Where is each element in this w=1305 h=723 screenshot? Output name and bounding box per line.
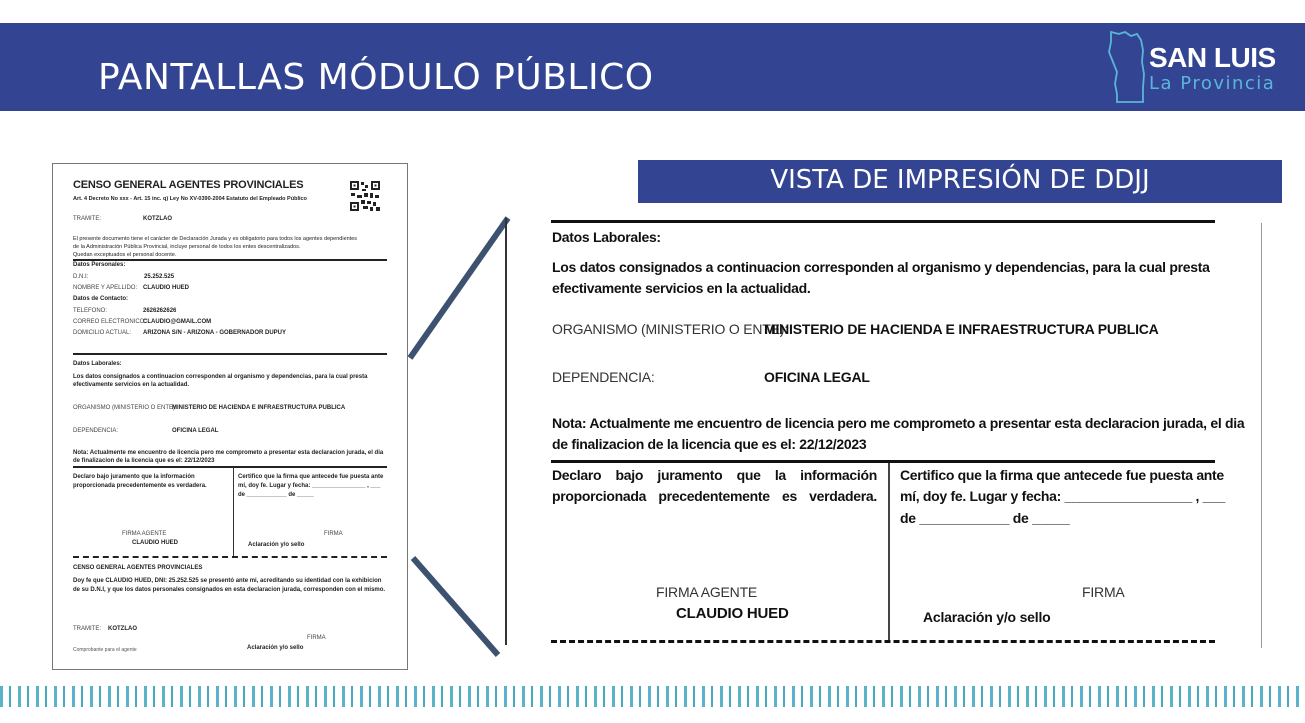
receipt-text: de su D.N.I, y que los datos personales consignados en esta declaracion jurada, corresponden con el mismo.	[73, 587, 386, 593]
certify-line: de ____________ de _____	[238, 492, 314, 498]
receipt-tramite-value: KOTZLAO	[108, 626, 137, 632]
receipt-text: Doy fe que CLAUDIO HUED, DNI: 25.252.525 se presentó ante mi, acreditando su identidad con la exhibicion	[73, 578, 382, 584]
section-band	[638, 160, 1282, 203]
labor-heading: Datos Laborales:	[73, 361, 122, 367]
phone-label: TELEFONO:	[73, 308, 108, 314]
tramite-label: TRAMITE:	[73, 216, 101, 222]
intro-line: El presente documento tiene el carácter de Declaración Jurada y es obligatorio para todos los agentes dependientes	[73, 236, 358, 242]
divider	[73, 466, 387, 468]
cut-line	[73, 556, 387, 558]
aclaracion-label: Aclaración y/o sello	[248, 542, 305, 548]
declare-line: proporcionada precedentemente es verdadera.	[552, 488, 877, 504]
certify-line: Certifico que la firma que antecede fue puesta ante	[900, 467, 1224, 483]
dep-value: OFICINA LEGAL	[764, 369, 870, 385]
dep-value: OFICINA LEGAL	[172, 428, 219, 434]
aclaracion-label: Aclaración y/o sello	[923, 609, 1051, 625]
divider	[73, 353, 387, 355]
doc-title: CENSO GENERAL AGENTES PROVINCIALES	[73, 179, 304, 191]
firma-agente-label: FIRMA AGENTE	[656, 584, 758, 600]
firma-agente-label: FIRMA AGENTE	[122, 531, 167, 537]
divider	[551, 460, 1215, 463]
org-label: ORGANISMO (MINISTERIO O ENTE):	[552, 321, 788, 337]
address-label: DOMICILIO ACTUAL:	[73, 330, 132, 336]
phone-value: 2626262626	[143, 308, 177, 314]
page-title: PANTALLAS MÓDULO PÚBLICO	[98, 57, 654, 98]
receipt-title: CENSO GENERAL AGENTES PROVINCIALES	[73, 565, 203, 571]
receipt-firma-label: FIRMA	[307, 635, 326, 641]
contact-heading: Datos de Contacto:	[73, 296, 129, 302]
personal-heading: Datos Personales:	[73, 262, 126, 268]
intro-line: de la Administración Pública Provincial, incluye personal de todos los entes descentralizados.	[73, 244, 301, 250]
labor-intro: efectivamente servicios en la actualidad.	[552, 280, 811, 296]
name-label: NOMBRE Y APELLIDO:	[73, 285, 138, 291]
labor-intro: efectivamente servicios en la actualidad.	[73, 382, 190, 388]
doc-subtitle: Art. 4 Decreto No xxx - Art. 15 inc. q) Ley No XV-0390-2004 Estatuto del Empleado Público	[73, 196, 307, 202]
document-thumbnail	[52, 163, 408, 670]
declare-line: Declaro bajo juramento que la información	[552, 467, 877, 483]
declare-line: proporcionada precedentemente es verdadera.	[73, 483, 207, 489]
print-preview-zoom	[505, 215, 1265, 655]
declare-line: Declaro bajo juramento que la información	[73, 474, 195, 480]
qr-code-icon	[350, 181, 380, 211]
dep-label: DEPENDENCIA:	[73, 428, 119, 434]
note-line: Nota: Actualmente me encuentro de licencia pero me comprometo a presentar esta declaracion jurada, el dia	[552, 415, 1245, 431]
firma-label: FIRMA	[324, 531, 343, 537]
name-value: CLAUDIO HUED	[143, 285, 189, 291]
address-value: ARIZONA S/N - ARIZONA - GOBERNADOR DUPUY	[143, 330, 286, 336]
dni-value: 25.252.525	[144, 274, 175, 280]
page-edge	[1261, 223, 1262, 648]
receipt-aclaracion: Aclaración y/o sello	[247, 645, 304, 651]
san-luis-logo	[1105, 28, 1295, 106]
certify-line: mí, doy fe. Lugar y fecha: _________________ , ___	[900, 488, 1226, 504]
footer-stripe	[0, 686, 1305, 707]
note-line: Nota: Actualmente me encuentro de licencia pero me comprometo a presentar esta declaracion jurada, el dia	[73, 450, 384, 456]
org-label: ORGANISMO (MINISTERIO O ENTE):	[73, 405, 177, 411]
certify-line: de ____________ de _____	[900, 510, 1070, 526]
labor-intro: Los datos consignados a continuacion corresponden al organismo y dependencias, para la cual presta	[552, 259, 1210, 275]
logo-sub-text: La Provincia	[1149, 73, 1276, 94]
tramite-value: KOTZLAO	[143, 216, 172, 222]
section-title: VISTA DE IMPRESIÓN DE DDJJ	[770, 165, 1150, 195]
divider	[551, 220, 1215, 223]
column-divider	[888, 463, 890, 641]
email-value: CLAUDIO@GMAIL.COM	[143, 319, 212, 325]
agent-name: CLAUDIO HUED	[132, 540, 178, 546]
dni-label: D.N.I:	[73, 274, 89, 280]
labor-intro: Los datos consignados a continuacion corresponden al organismo y dependencias, para la cual presta	[73, 374, 368, 380]
org-value: MINISTERIO DE HACIENDA E INFRAESTRUCTURA PUBLICA	[764, 321, 1159, 337]
intro-line: Quedan exceptuados el personal docente.	[73, 252, 177, 258]
logo-main-text: SAN LUIS	[1149, 42, 1276, 73]
note-line: de finalizacion de la licencia que es el: 22/12/2023	[552, 436, 867, 452]
email-label: CORREO ELECTRONICO:	[73, 319, 147, 325]
cut-line	[551, 640, 1215, 643]
dep-label: DEPENDENCIA:	[552, 369, 655, 385]
column-divider	[233, 467, 234, 557]
note-line: de finalizacion de la licencia que es el: 22/12/2023	[73, 458, 215, 464]
agent-name: CLAUDIO HUED	[676, 605, 789, 622]
certify-line: Certifico que la firma que antecede fue puesta ante	[238, 474, 384, 480]
zoom-connector-lines	[400, 200, 520, 670]
province-map-outline-icon	[1105, 28, 1149, 106]
labor-heading: Datos Laborales:	[552, 229, 661, 245]
comprobante-label: Comprobante para el agente	[73, 647, 137, 653]
firma-label: FIRMA	[1082, 584, 1125, 600]
certify-line: mí, doy fe. Lugar y fecha: ________________ , ___	[238, 483, 381, 489]
org-value: MINISTERIO DE HACIENDA E INFRAESTRUCTURA PUBLICA	[172, 405, 346, 411]
receipt-tramite-label: TRAMITE:	[73, 626, 101, 632]
